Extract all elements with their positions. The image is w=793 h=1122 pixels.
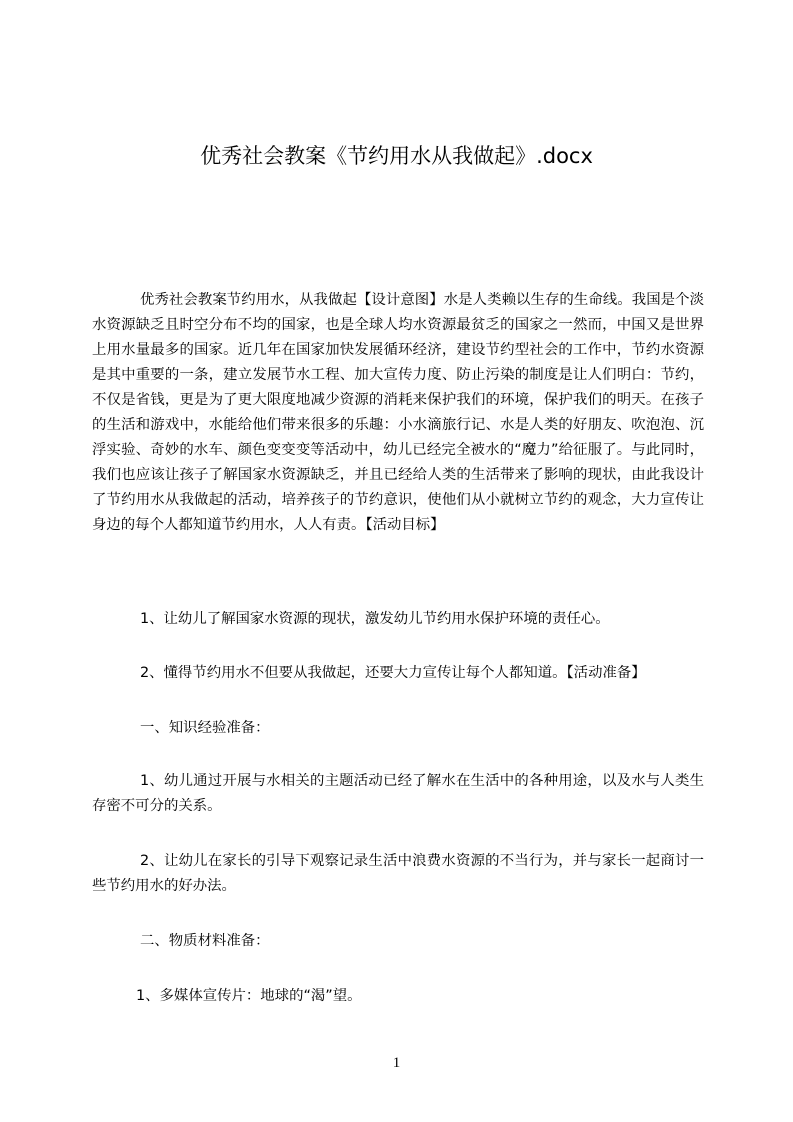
objective-2-paragraph: 2、懂得节约用水不但要从我做起，还要大力宣传让每个人都知道。【活动准备】 (140, 665, 646, 681)
page-number: 1 (392, 1055, 401, 1071)
material-prep-heading: 二、物质材料准备： (140, 933, 270, 949)
objective-1-paragraph: 1、让幼儿了解国家水资源的现状，激发幼儿节约用水保护环境的责任心。 (140, 611, 610, 627)
knowledge-prep-item-2: 2、让幼儿在家长的引导下观察记录生活中浪费水资源的不当行为，并与家长一起商讨一些节约用水的好办法。 (92, 853, 704, 894)
knowledge-prep-heading: 一、知识经验准备： (140, 720, 270, 736)
knowledge-prep-item-1: 1、幼儿通过开展与水相关的主题活动已经了解水在生活中的各种用途，以及水与人类生存密不可分的关系。 (92, 773, 704, 814)
intro-paragraph: 优秀社会教案节约用水，从我做起【设计意图】水是人类赖以生存的生命线。我国是个淡水资源缺乏且时空分布不均的国家，也是全球人均水资源最贫乏的国家之一然而，中国又是世界上用水量最多的国家。近几年在国家加快发展循环经济，建设节约型社会的工作中，节约水资源是其中重要的一条，建立发展节水工程、加大宣传力度、防止污染的制度是让人们明白：节约，不仅是省钱，更是为了更大限度地减少资源的消耗来保护我们的环境，保护我们的明天。在孩子的生活和游戏中，水能给他们带来很多的乐趣：小水滴旅行记、水是人类的好朋友、吹泡泡、沉浮实验、奇妙的水车、颜色变变变等活动中，幼儿已经完全被水的“魔力”给征服了。与此同时，我们也应该让孩子了解国家水资源缺乏，并且已经给人类的生活带来了影响的现状，由此我设计了节约用水从我做起的活动，培养孩子的节约意识，使他们从小就树立节约的观念，大力宣传让身边的每个人都知道节约用水，人人有责。【活动目标】 (92, 292, 704, 533)
document-title: 优秀社会教案《节约用水从我做起》.docx (200, 144, 593, 168)
material-prep-item-1: 1、多媒体宣传片：地球的“渴”望。 (136, 988, 362, 1004)
